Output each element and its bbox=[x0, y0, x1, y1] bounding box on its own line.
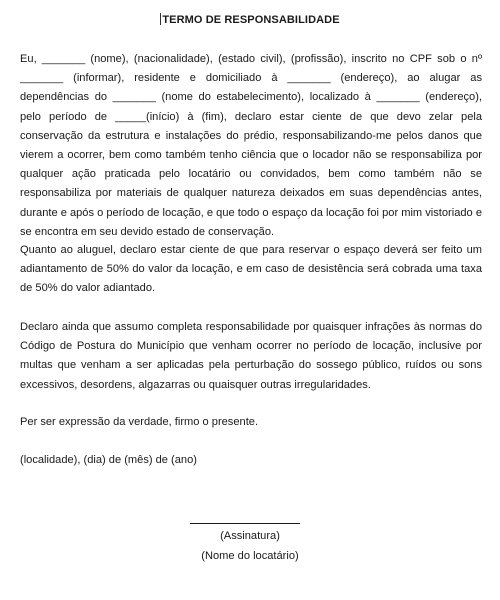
signature-label: (Assinatura) bbox=[220, 530, 280, 542]
document-title-container bbox=[0, 13, 500, 26]
document-title: TERMO DE RESPONSABILIDADE bbox=[162, 14, 340, 26]
signature-line bbox=[190, 523, 300, 524]
paragraph-responsibility: Declaro ainda que assumo completa responsabilidade por quaisquer infrações às normas do Código de Postura do Município que venham ocorrer no período de locação, inclusive por multas que venham a ser aplicadas pela perturbação do sossego público, ruídos ou sons excessivos, desordens, algazarras ou quaisquer outras irregularidades. bbox=[20, 321, 482, 391]
paragraph-truth: Per ser expressão da verdade, firmo o presente. bbox=[20, 416, 259, 428]
place-date-line: (localidade), (dia) de (mês) de (ano) bbox=[20, 454, 197, 466]
paragraph-rent: Quanto ao aluguel, declaro estar ciente de que para reservar o espaço deverá ser feito um adiantamento de 50% do valor da locação, e em caso de desistência será cobrada uma taxa de 50% do valor adiantado. bbox=[20, 244, 482, 295]
paragraph-declaration: Eu, _______ (nome), (nacionalidade), (estado civil), (profissão), inscrito no CPF sob o nº _______ (informar), residente e domiciliado à _______ (endereço), ao alugar as dependências do _______ (nome do estabelecimento), localizado à _______ (endereço), pelo período de _____(início) à (fim), declaro estar ciente de que devo zelar pela conservação da estrutura e instalações do prédio, responsabilizando-me pelos danos que vierem a ocorrer, bem como também tenho ciência que o locador não se responsabiliza por qualquer ação praticada pelo locatário ou convidados, bem como também não se responsabiliza por materiais de qualquer natureza deixados em suas dependências antes, durante e após o período de locação, e que todo o espaço da locação foi por mim vistoriado e se encontra em seu devido estado de conservação. bbox=[20, 53, 482, 238]
tenant-name-label: (Nome do locatário) bbox=[201, 550, 299, 562]
